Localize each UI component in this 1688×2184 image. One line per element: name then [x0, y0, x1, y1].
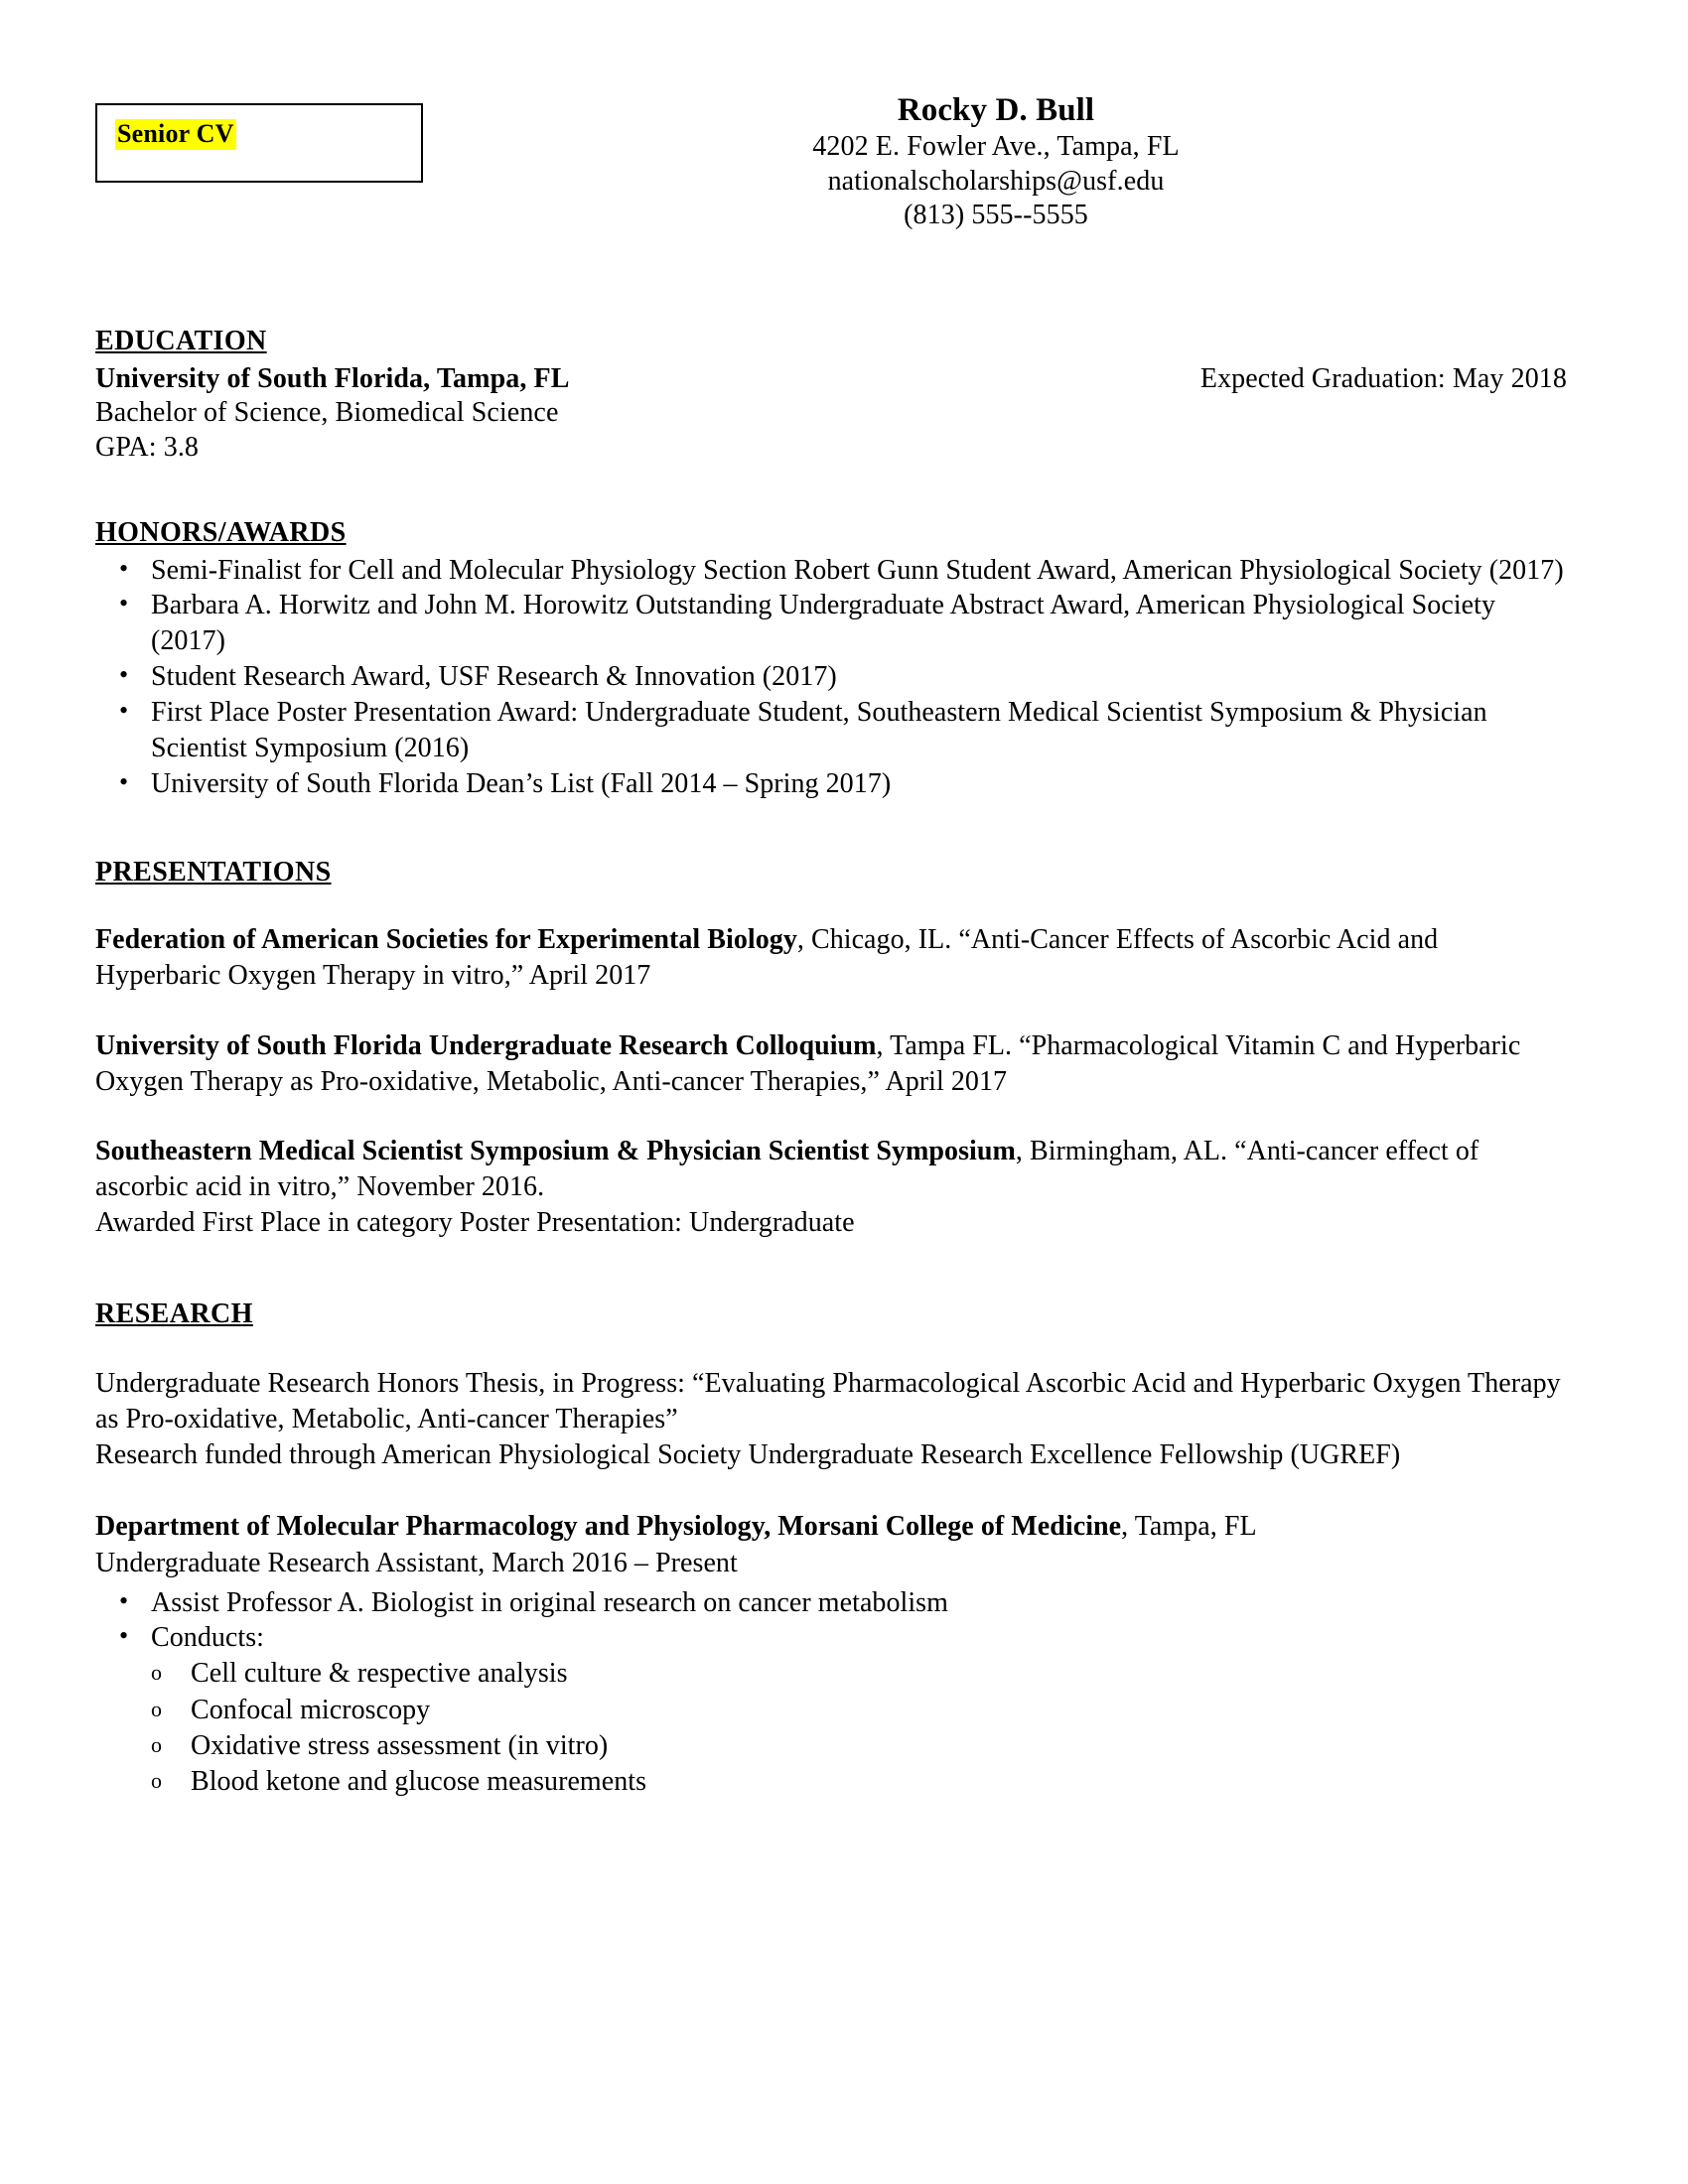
education-gpa: GPA: 3.8	[95, 432, 200, 464]
research-funding: Research funded through American Physiological Society Undergraduate Research Excellence Fellowship (UGREF)	[95, 1439, 1401, 1471]
contact-block	[423, 91, 1569, 233]
list-item: • Semi-Finalist for Cell and Molecular Physiology Section Robert Gunn Student Award, American Physiological Society (2017)	[95, 553, 1569, 589]
presentation-entry	[95, 1134, 1569, 1241]
presentation-organization: Federation of American Societies for Experimental Biology	[95, 924, 797, 956]
education-degree: Bachelor of Science, Biomedical Science	[95, 397, 559, 428]
research-thesis: Undergraduate Research Honors Thesis, in Progress: “Evaluating Pharmacological Ascorbic Acid and Hyperbaric Oxygen Therapy as Pro-oxidative, Metabolic, Anti-cancer Therapies”	[95, 1368, 1561, 1435]
list-item: • Barbara A. Horwitz and John M. Horowitz Outstanding Undergraduate Abstract Award, American Physiological Society (2017)	[95, 588, 1569, 659]
list-item: • First Place Poster Presentation Award: Undergraduate Student, Southeastern Medical Scientist Symposium & Physician Scientist Symposium (2016)	[95, 695, 1569, 766]
section-heading-honors: HONORS/AWARDS	[95, 516, 347, 548]
candidate-name: Rocky D. Bull	[897, 92, 1095, 128]
presentation-organization: Southeastern Medical Scientist Symposium & Physician Scientist Symposium	[95, 1135, 1016, 1166]
research-department-location: , Tampa, FL	[1121, 1511, 1257, 1543]
list-item: o Cell culture & respective analysis	[95, 1656, 1569, 1692]
list-item: o Confocal microscopy	[95, 1693, 1569, 1728]
list-item: o Oxidative stress assessment (in vitro)	[95, 1728, 1569, 1764]
presentation-entry	[95, 922, 1569, 994]
section-heading-education: EDUCATION	[95, 326, 267, 356]
list-item: o Blood ketone and glucose measurements	[95, 1764, 1569, 1800]
research-conducts-list	[95, 1656, 1569, 1801]
list-item: • Assist Professor A. Biologist in original research on cancer metabolism	[95, 1585, 1569, 1621]
cv-header	[95, 91, 1569, 280]
list-item: • Conducts:	[95, 1620, 1569, 1656]
research-department-line	[95, 1509, 1569, 1545]
section-heading-research: RESEARCH	[95, 1298, 253, 1330]
list-item: • University of South Florida Dean’s List (Fall 2014 – Spring 2017)	[95, 766, 1569, 802]
research-department: Department of Molecular Pharmacology and Physiology, Morsani College of Medicine	[95, 1511, 1122, 1543]
candidate-address: 4202 E. Fowler Ave., Tampa, FL	[812, 130, 1180, 162]
research-thesis-block	[95, 1366, 1569, 1473]
senior-cv-tag-box	[95, 103, 423, 183]
candidate-phone: (813) 555--5555	[904, 200, 1088, 231]
presentation-entry	[95, 1028, 1569, 1100]
research-duties-list	[95, 1585, 1569, 1657]
candidate-email: nationalscholarships@usf.edu	[827, 165, 1165, 197]
honors-list	[95, 553, 1569, 802]
presentation-detail: , Tampa FL. “Pharmacological Vitamin C and Hyperbaric Oxygen Therapy as Pro-oxidative, Metabolic, Anti-cancer Therapies,” April 2017	[95, 1029, 1521, 1097]
senior-cv-tag-label: Senior CV	[117, 119, 234, 148]
presentation-detail: , Birmingham, AL. “Anti-cancer effect of ascorbic acid in vitro,” November 2016.	[95, 1135, 1479, 1202]
section-heading-presentations: PRESENTATIONS	[95, 857, 332, 888]
research-role: Undergraduate Research Assistant, March 2016 – Present	[95, 1547, 738, 1578]
presentation-organization: University of South Florida Undergraduate Research Colloquium	[95, 1029, 877, 1061]
presentation-detail: , Chicago, IL. “Anti-Cancer Effects of Ascorbic Acid and Hyperbaric Oxygen Therapy in vitro,” April 2017	[95, 924, 1439, 992]
presentation-extra-line: Awarded First Place in category Poster Presentation: Undergraduate	[95, 1206, 855, 1238]
list-item: • Student Research Award, USF Research & Innovation (2017)	[95, 659, 1569, 695]
education-graduation: Expected Graduation: May 2018	[1199, 363, 1567, 394]
research-position-block	[95, 1509, 1569, 1800]
education-school: University of South Florida, Tampa, FL	[95, 363, 570, 394]
education-school-row	[95, 363, 1569, 395]
